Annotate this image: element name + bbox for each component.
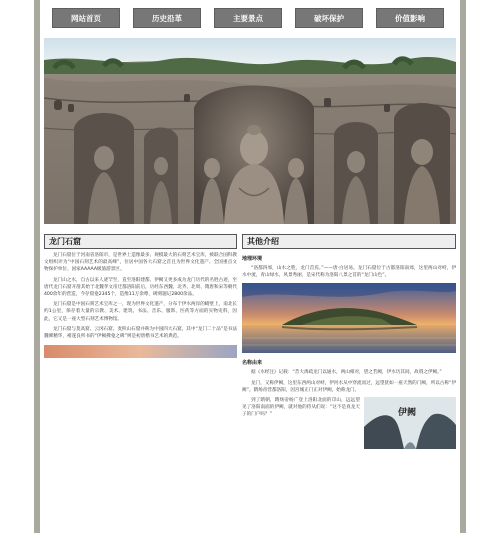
- right-column: [242, 234, 456, 419]
- section-title-other: 其他介绍: [242, 234, 456, 249]
- subhead-name-origin: 名称由来: [242, 360, 263, 367]
- yique-image-caption: 伊阙: [398, 408, 417, 419]
- section-title-longmen: 龙门石窟: [44, 234, 237, 249]
- geography-paragraph: “洛都四郊，山水之胜，龙门首焉。”——唐·白居易。龙门石窟位于古都洛阳南郊，这里两山对峙，伊水中流，青山绿水，风景秀丽，是宋代称为洛阳八景之首的“龙门山色”。: [242, 266, 456, 279]
- origin-paragraph-3: 到了隋朝，隋炀帝杨广登上洛阳北面的邙山，远远望见了洛阳南面的伊阙，就对他的侍从们说：“这不是真龙天子的门户吗？”: [242, 398, 360, 418]
- left-column: [44, 234, 237, 358]
- yique-mountain-image: [364, 397, 456, 449]
- intro-paragraph-2: 龙门山之水，自古以来人迹罕至，直至洛阳建都，伊阙又更多成为龙门历代的名胜古迹，至唐代龙门石窟开凿其始于北魏孝文帝迁都洛阳前后，历经东西魏、北齐、北周、隋唐和宋等朝代400余年的营造，今存窟龛2345个，造像11万余尊，碑刻题记2800余品。: [44, 277, 237, 298]
- intro-paragraph-4: 龙门石窟与莫高窟、云冈石窟、麦积山石窟并称为中国四大石窟。其中“龙门二十品”是书法魏碑精华，褚遂良所书的“伊阙佛龛之碑”则是初唐楷书艺术的典范。: [44, 326, 237, 340]
- nav-value[interactable]: 价值影响: [376, 8, 444, 28]
- nav-protection[interactable]: 破坏保护: [295, 8, 363, 28]
- nav-bar: [40, 0, 460, 34]
- nav-attractions[interactable]: 主要景点: [214, 8, 282, 28]
- nav-home[interactable]: 网站首页: [52, 8, 120, 28]
- nav-history[interactable]: 历史沿革: [133, 8, 201, 28]
- subhead-geography: 地理环境: [242, 256, 263, 262]
- intro-paragraph-1: 龙门石窟位于河南省洛阳市，是世界上造像最多、规模最大的石刻艺术宝库，被联合国科教文组织评为“中国石刻艺术的最高峰”，位居中国各大石窟之首且为世界文化遗产、全国重点文物保护单位、国家AAAAA级旅游景区。: [44, 253, 237, 273]
- landscape-sunset-image: [242, 283, 456, 353]
- origin-paragraph-2: 龙门，又称伊阙，这里东西两山对峙，伊河水从中穿流而过，远望犹如一座天然的门阙，所以古称“伊阙”。隋炀帝营都洛阳，因宫城正门正对伊阙，始称龙门。: [242, 380, 456, 393]
- bottom-sunset-image: [44, 344, 237, 358]
- origin-paragraph-1: 据《水经注》记载：“昔大禹疏龙门以通水，两山相对，望之若阙，伊水历其间，故谓之伊阙。”: [251, 370, 442, 376]
- hero-grotto-image: [44, 38, 456, 224]
- page-frame: [34, 0, 466, 533]
- intro-paragraph-3: 龙门石窟是中国石刻艺术宝库之一，现为世界文化遗产，分布于伊水两岸的峭壁上，南北长约1公里，保存着大量的宗教、美术、建筑、书法、音乐、服饰、医药等方面的实物史料，因此，它又是一座大型石刻艺术博物馆。: [44, 302, 237, 322]
